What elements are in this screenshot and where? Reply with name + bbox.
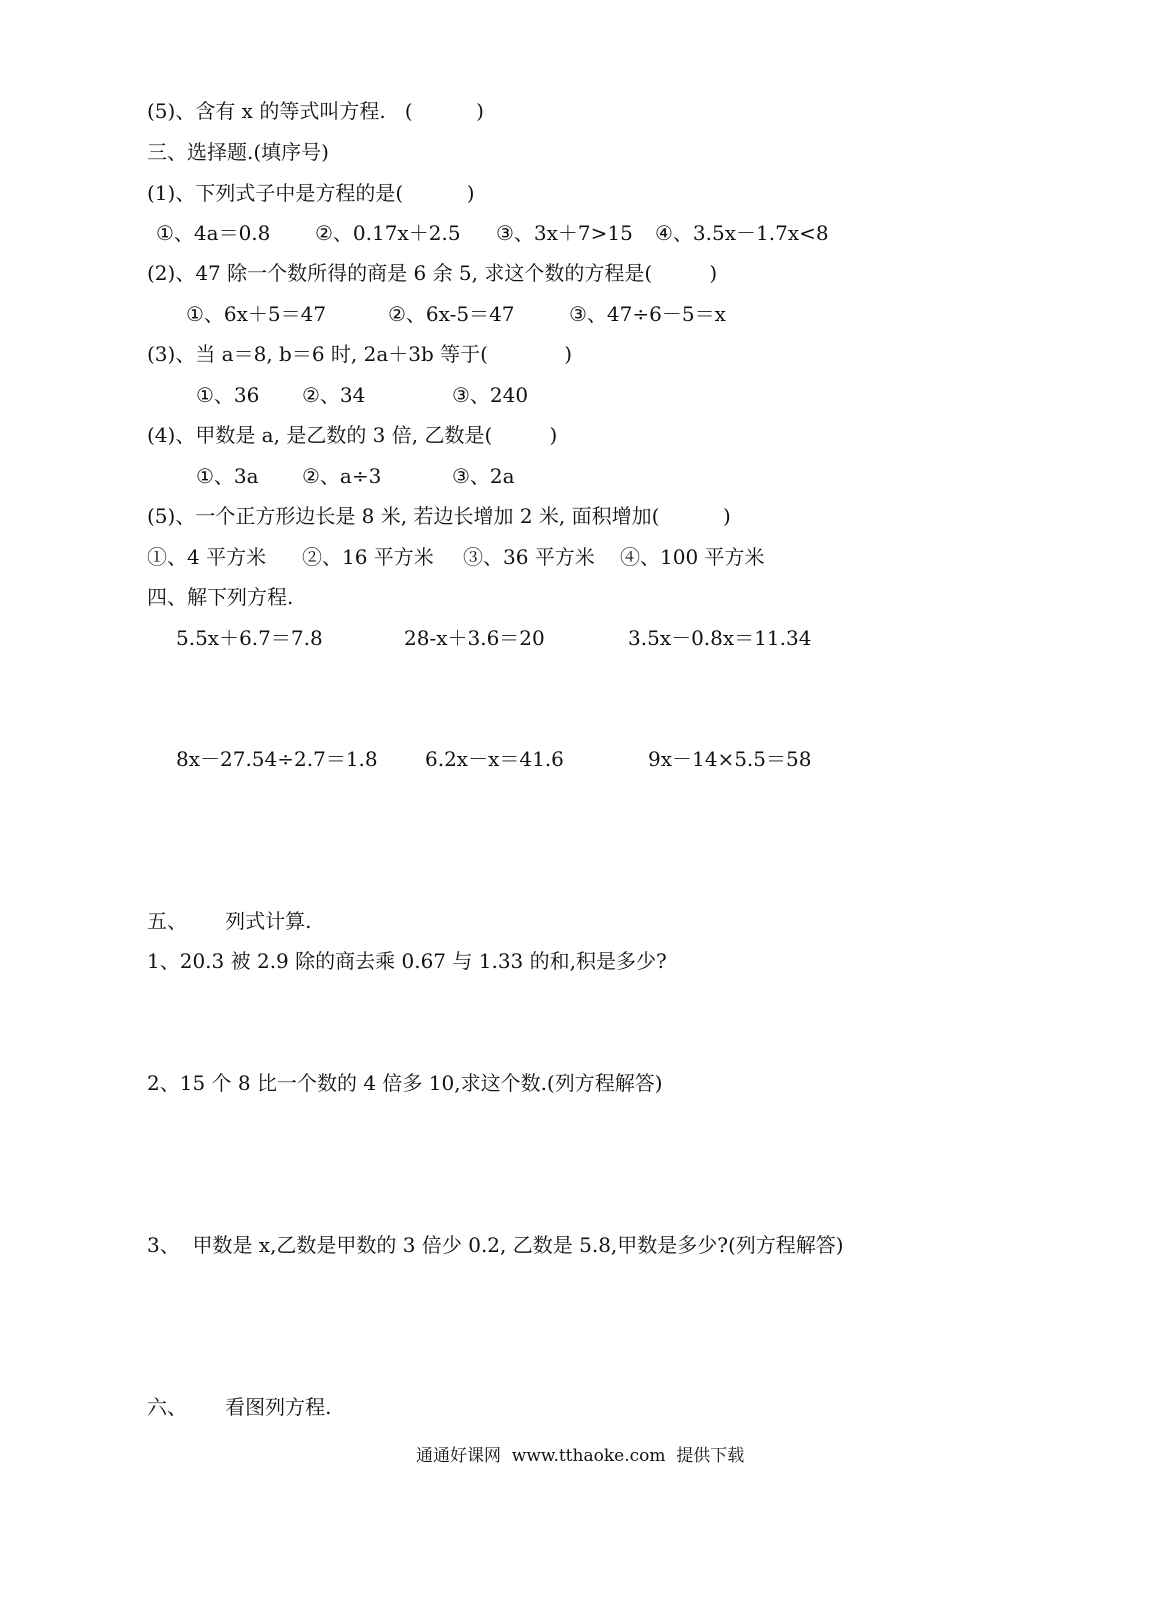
q2-option-1: ①、6x＋5＝47 xyxy=(186,302,327,326)
q3-option-2: ②、34 xyxy=(302,383,366,407)
q4-option-3: ③、2a xyxy=(452,464,515,488)
q3-option-3: ③、240 xyxy=(452,383,529,407)
q5-stem: (5)、一个正方形边长是 8 米, 若边长增加 2 米, 面积增加( ) xyxy=(147,504,731,528)
section-6-title: 六、 看图列方程. xyxy=(147,1395,332,1419)
equation-4: 8x－27.54÷2.7＝1.8 xyxy=(176,747,378,771)
q4-stem: (4)、甲数是 a, 是乙数的 3 倍, 乙数是( ) xyxy=(147,423,558,447)
footer-credit: 通通好课网 www.tthaoke.com 提供下载 xyxy=(416,1446,745,1466)
q5-option-3: ③、36 平方米 xyxy=(463,545,595,569)
q2-option-3: ③、47÷6－5＝x xyxy=(569,302,726,326)
problem-1: 1、20.3 被 2.9 除的商去乘 0.67 与 1.33 的和,积是多少? xyxy=(147,949,667,973)
equation-1: 5.5x＋6.7＝7.8 xyxy=(176,626,323,650)
q3-option-1: ①、36 xyxy=(196,383,260,407)
q3-stem: (3)、当 a＝8, b＝6 时, 2a＋3b 等于( ) xyxy=(147,342,573,366)
q5-option-2: ②、16 平方米 xyxy=(302,545,434,569)
q5-option-1: ①、4 平方米 xyxy=(147,545,267,569)
section-3-title: 三、选择题.(填序号) xyxy=(147,140,329,164)
q5-option-4: ④、100 平方米 xyxy=(620,545,765,569)
true-false-item-5: (5)、含有 x 的等式叫方程. ( ) xyxy=(147,99,484,123)
problem-2: 2、15 个 8 比一个数的 4 倍多 10,求这个数.(列方程解答) xyxy=(147,1071,663,1095)
q1-stem: (1)、下列式子中是方程的是( ) xyxy=(147,181,475,205)
problem-3: 3、 甲数是 x,乙数是甲数的 3 倍少 0.2, 乙数是 5.8,甲数是多少?(列方程解答) xyxy=(147,1233,844,1257)
section-4-title: 四、解下列方程. xyxy=(147,585,294,609)
equation-3: 3.5x－0.8x＝11.34 xyxy=(628,626,812,650)
equation-5: 6.2x－x＝41.6 xyxy=(425,747,564,771)
q1-option-1: ①、4a＝0.8 xyxy=(156,221,271,245)
q1-option-2: ②、0.17x＋2.5 xyxy=(315,221,461,245)
equation-6: 9x－14×5.5＝58 xyxy=(648,747,812,771)
section-5-title: 五、 列式计算. xyxy=(147,909,312,933)
equation-2: 28-x＋3.6＝20 xyxy=(404,626,545,650)
q1-option-3: ③、3x＋7>15 xyxy=(496,221,633,245)
q1-option-4: ④、3.5x－1.7x<8 xyxy=(655,221,829,245)
q2-stem: (2)、47 除一个数所得的商是 6 余 5, 求这个数的方程是( ) xyxy=(147,261,718,285)
q4-option-2: ②、a÷3 xyxy=(302,464,382,488)
q2-option-2: ②、6x-5＝47 xyxy=(388,302,515,326)
q4-option-1: ①、3a xyxy=(196,464,259,488)
